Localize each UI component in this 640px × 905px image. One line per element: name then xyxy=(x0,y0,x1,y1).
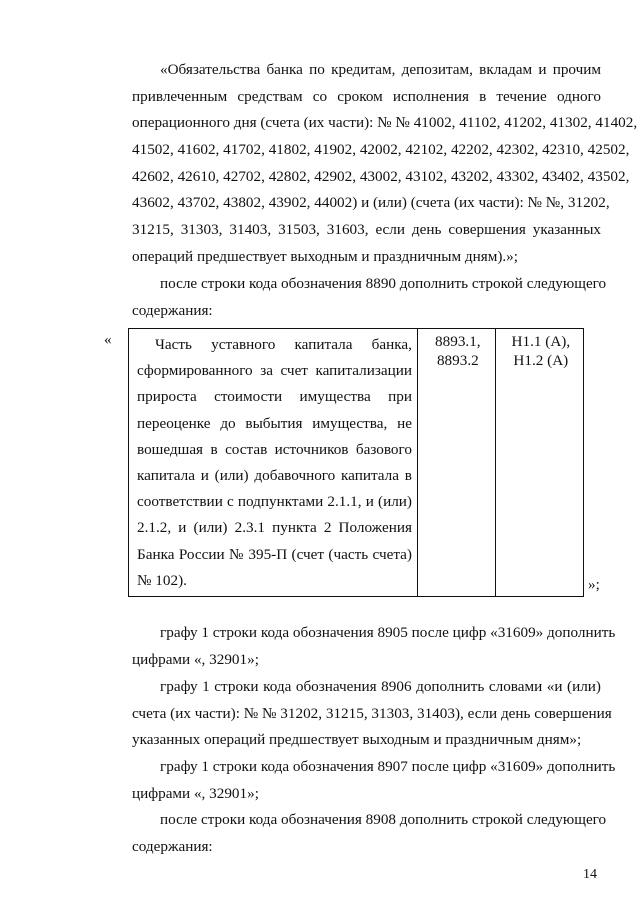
text-line: графу 1 строки кода обозначения 8905 после цифр «31609» дополнить xyxy=(160,624,616,641)
cell-line: Н1.1 (А), xyxy=(511,333,571,350)
cell-line: Часть уставного капитала банка, xyxy=(155,336,412,353)
cell-line: 8893.1, xyxy=(435,333,481,350)
table-open-quote: « xyxy=(104,331,112,348)
cell-line: № 102). xyxy=(137,571,187,589)
cell-line: Н1.2 (А) xyxy=(513,352,569,369)
text-line: 41502, 41602, 41702, 41802, 41902, 42002, 42102, 42202, 42302, 42310, 42502, xyxy=(132,141,630,159)
cell-line: переоценке до выбытия имущества, не xyxy=(137,414,412,432)
cell-line: соответствии с подпунктами 2.1.1, и (или) xyxy=(137,493,412,511)
text-line: цифрами «, 32901»; xyxy=(132,650,259,668)
cell-line: сформированного за счет капитализации xyxy=(137,362,412,380)
cell-line: Банка России № 395-П (счет (часть счета) xyxy=(137,545,412,563)
inserted-row-table xyxy=(128,328,584,597)
cell-line: прироста стоимости имущества при xyxy=(137,388,412,406)
paragraph-8907-amendment xyxy=(104,754,616,807)
cell-line: вошедшая в состав источников базового xyxy=(137,440,412,458)
cell-line: 2.1.2, и (или) 2.3.1 пункта 2 Положения xyxy=(137,519,412,537)
text-line: содержания: xyxy=(132,301,213,319)
paragraph-8906-amendment xyxy=(104,674,612,754)
page-number: 14 xyxy=(583,867,597,882)
text-line: после строки кода обозначения 8908 дополнить строкой следующего xyxy=(160,811,607,828)
text-line: 43602, 43702, 43802, 43902, 44002) и (или) (счета (их части): № №, 31202, xyxy=(132,194,610,212)
text-line: содержания: xyxy=(132,837,213,855)
text-line: операционного дня (счета (их части): № № 41002, 41102, 41202, 41302, 41402, xyxy=(132,114,638,132)
text-line: счета (их части): № № 31202, 31215, 31303, 31403), если день совершения xyxy=(132,704,612,722)
text-line: после строки кода обозначения 8890 дополнить строкой следующего xyxy=(160,275,607,292)
text-line: привлеченным средствам со сроком исполнения в течение одного xyxy=(132,87,601,105)
table-cell-description xyxy=(129,329,418,597)
text-line: графу 1 строки кода обозначения 8906 дополнить словами «и (или) xyxy=(160,678,601,695)
paragraph-8905-amendment xyxy=(104,620,616,673)
table-row xyxy=(129,329,584,597)
text-line: операций предшествует выходным и праздничным дням).»; xyxy=(132,247,518,265)
text-line: цифрами «, 32901»; xyxy=(132,784,259,802)
table-cell-code xyxy=(417,329,495,597)
cell-line: капитала и (или) добавочного капитала в xyxy=(137,466,412,484)
text-line: указанных операций предшествует выходным и праздничным дням»; xyxy=(132,731,582,749)
text-line: 42602, 42610, 42702, 42802, 42902, 43002, 43102, 43202, 43302, 43402, 43502, xyxy=(132,167,630,185)
text-line: 31215, 31303, 31403, 31503, 31603, если день совершения указанных xyxy=(132,221,601,239)
text-line: «Обязательства банка по кредитам, депозитам, вкладам и прочим xyxy=(160,61,601,78)
paragraph-add-after-8890 xyxy=(104,271,607,324)
text-line: графу 1 строки кода обозначения 8907 после цифр «31609» дополнить xyxy=(160,758,616,775)
paragraph-add-after-8908 xyxy=(104,807,607,860)
table-cell-ratio xyxy=(495,329,583,597)
cell-line: 8893.2 xyxy=(436,352,479,369)
table-close-quote: »; xyxy=(588,576,600,593)
paragraph-liabilities-definition xyxy=(104,57,638,271)
